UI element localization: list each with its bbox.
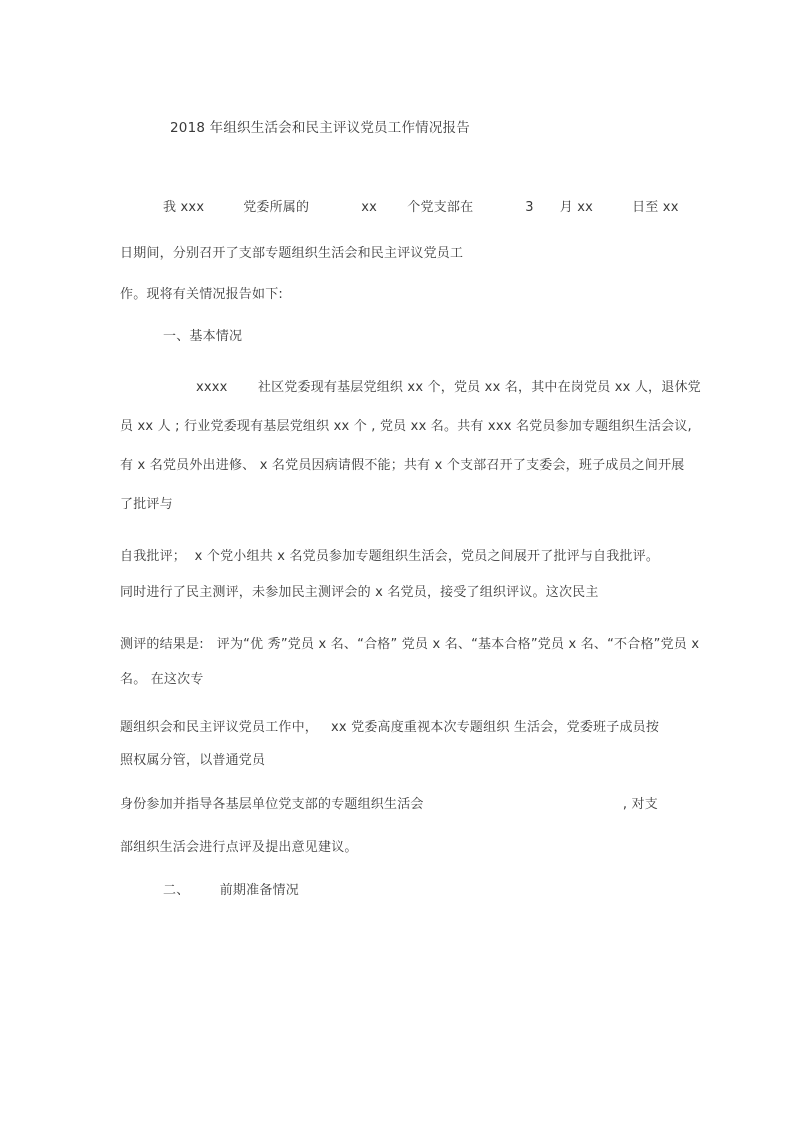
- paragraph-line: 有 x 名党员外出进修、 x 名党员因病请假不能；共有 x 个支部召开了支委会，班子成员之间开展: [120, 458, 685, 473]
- paragraph-line: 部组织生活会进行点评及提出意见建议。: [120, 840, 358, 855]
- document-title: 2018 年组织生活会和民主评议党员工作情况报告: [170, 120, 470, 136]
- paragraph-line: 名。 在这次专: [120, 672, 204, 687]
- paragraph-line: 日期间，分别召开了支部专题组织生活会和民主评议党员工: [120, 246, 464, 261]
- section-heading: 二、 前期准备情况: [163, 883, 299, 898]
- paragraph-line: 了批评与: [120, 497, 173, 512]
- paragraph-line: xxxx 社区党委现有基层党组织 xx 个，党员 xx 名，其中在岗党员 xx 人，退休党: [196, 380, 701, 395]
- paragraph-line: 我 xxx 党委所属的 xx 个党支部在 3 月 xx 日至 xx: [163, 200, 679, 215]
- paragraph-line: 题组织会和民主评议党员工作中， xx 党委高度重视本次专题组织 生活会，党委班子成员按: [120, 720, 660, 735]
- paragraph-line: 作。现将有关情况报告如下:: [120, 287, 283, 302]
- paragraph-line: 同时进行了民主测评，未参加民主测评会的 x 名党员，接受了组织评议。这次民主: [120, 585, 599, 600]
- paragraph-line: 测评的结果是: 评为“优 秀”党员 x 名、“合格” 党员 x 名、“基本合格”党员 x 名、“不合格”党员 x: [120, 637, 700, 652]
- section-heading: 一、基本情况: [163, 329, 243, 344]
- paragraph-line: 员 xx 人 ; 行业党委现有基层党组织 xx 个 , 党员 xx 名。共有 xxx 名党员参加专题组织生活会议,: [120, 419, 692, 434]
- paragraph-line: 照权属分管，以普通党员: [120, 753, 266, 768]
- paragraph-line: 身份参加并指导各基层单位党支部的专题组织生活会 , 对支: [120, 797, 658, 812]
- paragraph-line: 自我批评； x 个党小组共 x 名党员参加专题组织生活会，党员之间展开了批评与自我批评。: [120, 549, 660, 564]
